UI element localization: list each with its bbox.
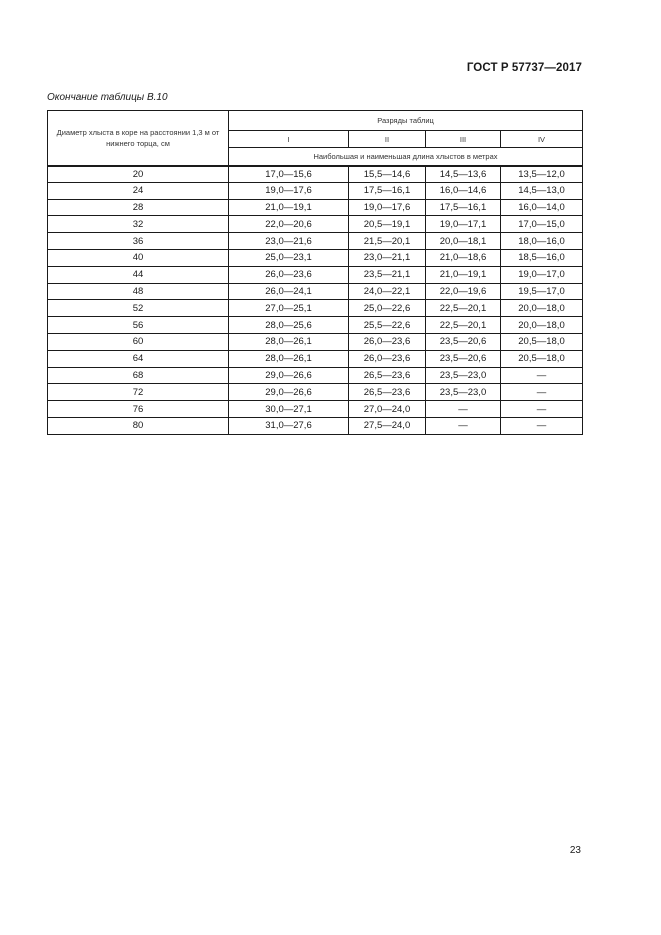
table-header [48, 111, 583, 166]
rank-4-cell: 13,5—12,0 [501, 166, 583, 183]
length-range-header: Наибольшая и наименьшая длина хлыстов в метрах [229, 148, 583, 166]
rank-2-cell: 26,0—23,6 [349, 333, 426, 350]
rank-3-cell: 17,5—16,1 [426, 199, 501, 216]
rank-2-cell: 25,5—22,6 [349, 317, 426, 334]
table-row [48, 384, 583, 401]
table-row [48, 417, 583, 434]
table-row [48, 216, 583, 233]
rank-1-cell: 25,0—23,1 [229, 249, 349, 266]
diameter-cell: 40 [48, 249, 229, 266]
table-row [48, 333, 583, 350]
rank-3-cell: 23,5—23,0 [426, 367, 501, 384]
rank-2-cell: 24,0—22,1 [349, 283, 426, 300]
rank-3-cell: 23,5—23,0 [426, 384, 501, 401]
table-row [48, 300, 583, 317]
rank-1-cell: 23,0—21,6 [229, 233, 349, 250]
diameter-cell: 80 [48, 417, 229, 434]
rank-2-cell: 19,0—17,6 [349, 199, 426, 216]
diameter-cell: 20 [48, 166, 229, 183]
rank-1-cell: 28,0—26,1 [229, 333, 349, 350]
table-row [48, 283, 583, 300]
rank-2-cell: 17,5—16,1 [349, 182, 426, 199]
rank-3-cell: 21,0—18,6 [426, 249, 501, 266]
rank-4-cell: 19,0—17,0 [501, 266, 583, 283]
table-row [48, 182, 583, 199]
rank-2-cell: 23,5—21,1 [349, 266, 426, 283]
diameter-cell: 36 [48, 233, 229, 250]
table-row [48, 317, 583, 334]
rank-3-cell: — [426, 417, 501, 434]
rank-4-cell: 14,5—13,0 [501, 182, 583, 199]
diameter-cell: 32 [48, 216, 229, 233]
diameter-cell: 64 [48, 350, 229, 367]
rank-1-cell: 31,0—27,6 [229, 417, 349, 434]
rank-1-cell: 29,0—26,6 [229, 367, 349, 384]
table-row [48, 199, 583, 216]
rank-1-cell: 26,0—24,1 [229, 283, 349, 300]
rank-2-cell: 25,0—22,6 [349, 300, 426, 317]
diameter-cell: 24 [48, 182, 229, 199]
table-row [48, 367, 583, 384]
diameter-cell: 44 [48, 266, 229, 283]
rank-4-cell: — [501, 384, 583, 401]
document-code: ГОСТ Р 57737—2017 [466, 62, 582, 74]
rank-1-cell: 19,0—17,6 [229, 182, 349, 199]
rank-4-cell: — [501, 401, 583, 418]
rank-header-2: II [349, 131, 426, 148]
rank-2-cell: 23,0—21,1 [349, 249, 426, 266]
table-row [48, 266, 583, 283]
rank-2-cell: 27,5—24,0 [349, 417, 426, 434]
rank-2-cell: 26,0—23,6 [349, 350, 426, 367]
table-caption: Окончание таблицы В.10 [47, 92, 168, 103]
rank-4-cell: 20,0—18,0 [501, 300, 583, 317]
rank-1-cell: 26,0—23,6 [229, 266, 349, 283]
diameter-column-header: Диаметр хлыста в коре на расстоянии 1,3 м от нижнего торца, см [48, 111, 229, 166]
rank-1-cell: 28,0—25,6 [229, 317, 349, 334]
diameter-cell: 60 [48, 333, 229, 350]
rank-3-cell: 20,0—18,1 [426, 233, 501, 250]
rank-4-cell: — [501, 417, 583, 434]
rank-2-cell: 15,5—14,6 [349, 166, 426, 183]
rank-header-1: I [229, 131, 349, 148]
rank-2-cell: 27,0—24,0 [349, 401, 426, 418]
rank-header-4: IV [501, 131, 583, 148]
rank-4-cell: 18,5—16,0 [501, 249, 583, 266]
diameter-cell: 68 [48, 367, 229, 384]
rank-3-cell: 22,0—19,6 [426, 283, 501, 300]
rank-2-cell: 20,5—19,1 [349, 216, 426, 233]
table-row [48, 401, 583, 418]
diameter-cell: 56 [48, 317, 229, 334]
rank-header-3: III [426, 131, 501, 148]
rank-4-cell: 19,5—17,0 [501, 283, 583, 300]
diameter-cell: 52 [48, 300, 229, 317]
rank-1-cell: 30,0—27,1 [229, 401, 349, 418]
rank-1-cell: 22,0—20,6 [229, 216, 349, 233]
rank-1-cell: 29,0—26,6 [229, 384, 349, 401]
rank-3-cell: 22,5—20,1 [426, 300, 501, 317]
diameter-cell: 72 [48, 384, 229, 401]
rank-1-cell: 27,0—25,1 [229, 300, 349, 317]
table-body [48, 166, 583, 435]
rank-4-cell: 20,0—18,0 [501, 317, 583, 334]
rank-2-cell: 26,5—23,6 [349, 384, 426, 401]
rank-2-cell: 21,5—20,1 [349, 233, 426, 250]
diameter-cell: 28 [48, 199, 229, 216]
table-row [48, 233, 583, 250]
diameter-cell: 76 [48, 401, 229, 418]
rank-3-cell: 14,5—13,6 [426, 166, 501, 183]
rank-3-cell: 22,5—20,1 [426, 317, 501, 334]
ranks-group-header: Разряды таблиц [229, 111, 583, 131]
rank-4-cell: 18,0—16,0 [501, 233, 583, 250]
rank-4-cell: 20,5—18,0 [501, 350, 583, 367]
rank-3-cell: 21,0—19,1 [426, 266, 501, 283]
page-number: 23 [569, 845, 581, 856]
rank-1-cell: 28,0—26,1 [229, 350, 349, 367]
rank-3-cell: 16,0—14,6 [426, 182, 501, 199]
length-table [47, 110, 583, 435]
table-row [48, 249, 583, 266]
rank-3-cell: 23,5—20,6 [426, 333, 501, 350]
rank-3-cell: 23,5—20,6 [426, 350, 501, 367]
table-row [48, 166, 583, 183]
rank-1-cell: 17,0—15,6 [229, 166, 349, 183]
rank-2-cell: 26,5—23,6 [349, 367, 426, 384]
rank-3-cell: 19,0—17,1 [426, 216, 501, 233]
rank-3-cell: — [426, 401, 501, 418]
rank-4-cell: 20,5—18,0 [501, 333, 583, 350]
rank-4-cell: 16,0—14,0 [501, 199, 583, 216]
rank-4-cell: 17,0—15,0 [501, 216, 583, 233]
diameter-cell: 48 [48, 283, 229, 300]
rank-4-cell: — [501, 367, 583, 384]
table-row [48, 350, 583, 367]
rank-1-cell: 21,0—19,1 [229, 199, 349, 216]
